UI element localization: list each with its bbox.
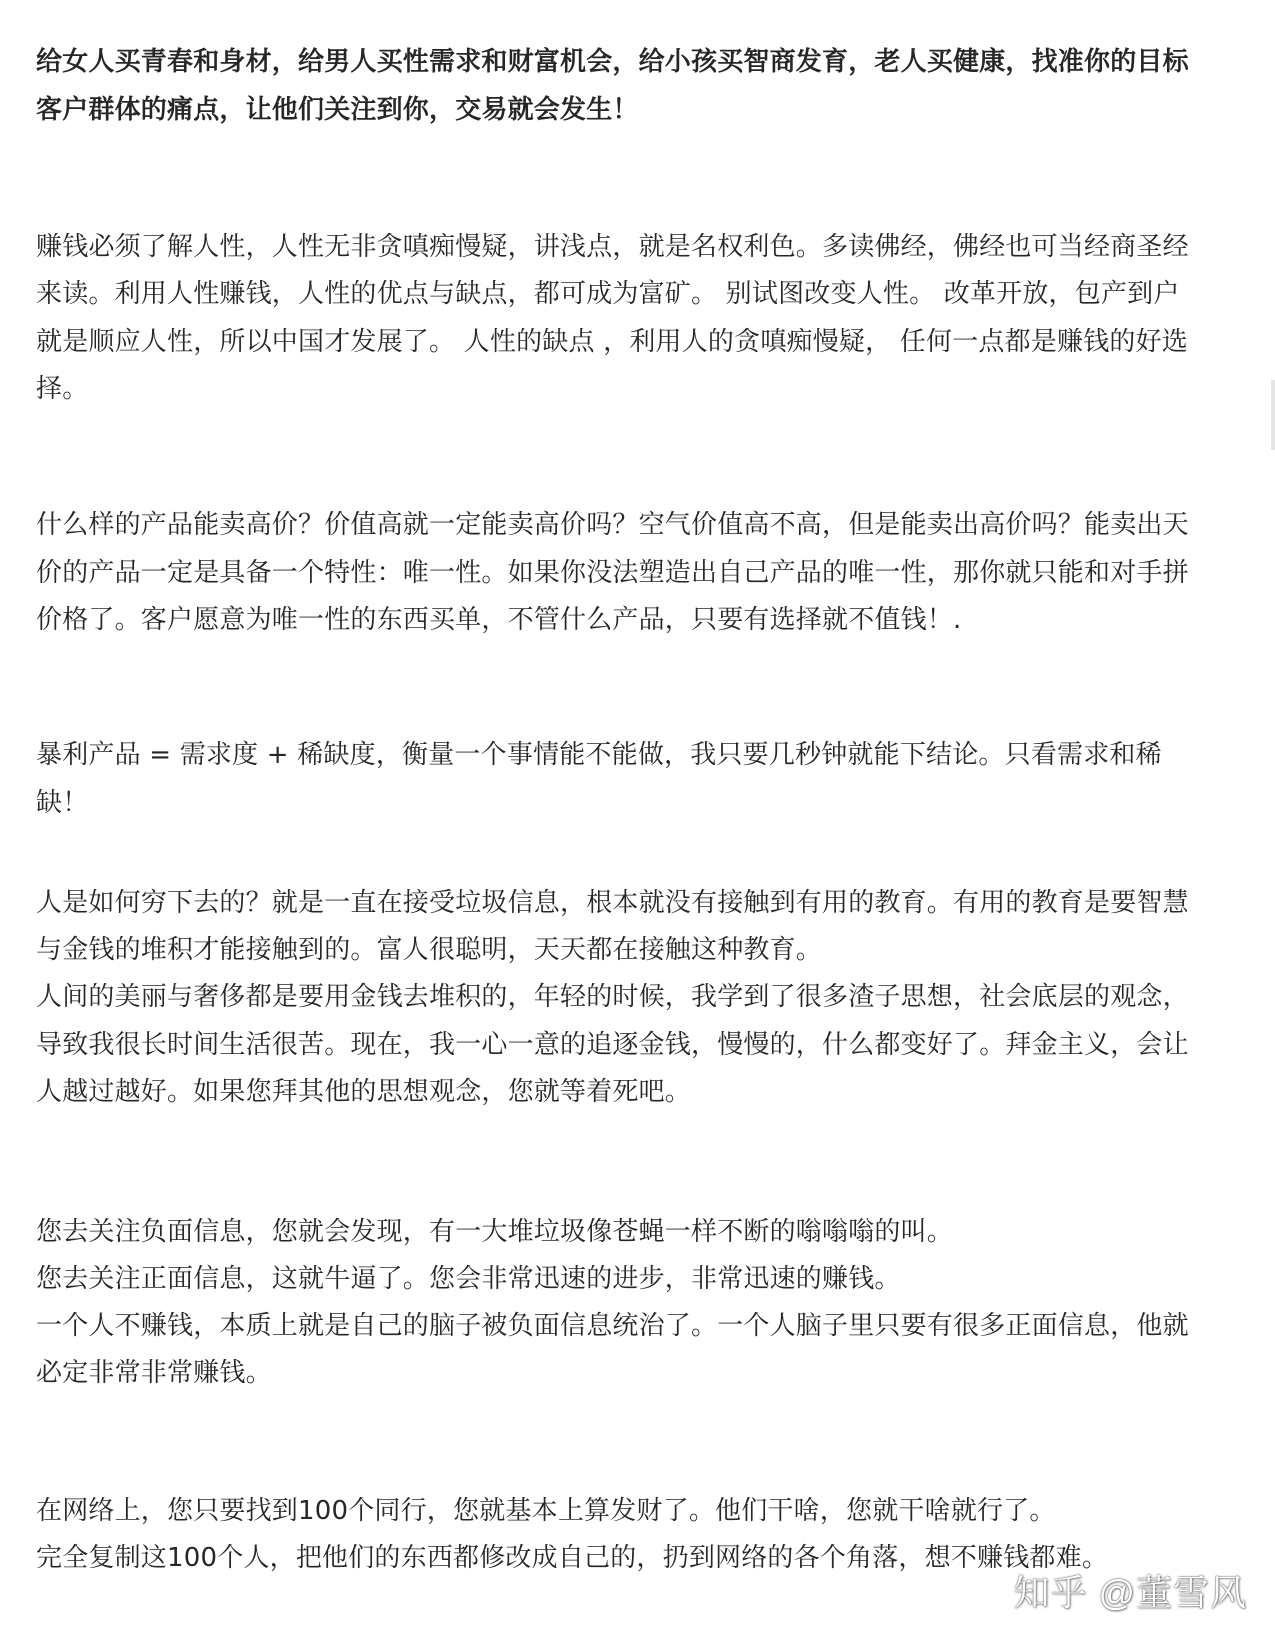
right-edge-scroll-mark bbox=[1271, 380, 1275, 450]
paragraph-2-line-4: 择。 bbox=[36, 374, 89, 404]
paragraph-1-line-1: 给女人买青春和身材，给男人买性需求和财富机会，给小孩买智商发育，老人买健康，找准你的目标 bbox=[36, 47, 1189, 77]
paragraph-6-line-4: 必定非常非常赚钱。 bbox=[36, 1358, 272, 1388]
paragraph-5-line-3: 人间的美丽与奢侈都是要用金钱去堆积的，年轻的时候，我学到了很多渣子思想，社会底层的观念， bbox=[36, 982, 1189, 1012]
paragraph-2-line-2: 来读。利用人性赚钱，人性的优点与缺点，都可成为富矿。 别试图改变人性。 改革开放，包产到户 bbox=[36, 279, 1180, 309]
paragraph-7-line-2: 完全复制这100个人，把他们的东西都修改成自己的，扔到网络的各个角落，想不赚钱都难。 bbox=[36, 1543, 1109, 1573]
paragraph-3-line-3: 价格了。客户愿意为唯一性的东西买单，不管什么产品，只要有选择就不值钱！. bbox=[36, 605, 962, 635]
paragraph-5-line-2: 与金钱的堆积才能接触到的。富人很聪明，天天都在接触这种教育。 bbox=[36, 935, 823, 965]
paragraph-5-line-5: 人越过越好。如果您拜其他的思想观念，您就等着死吧。 bbox=[36, 1077, 692, 1107]
paragraph-5-line-4: 导致我很长时间生活很苦。现在，我一心一意的追逐金钱，慢慢的，什么都变好了。拜金主义，会让 bbox=[36, 1030, 1189, 1060]
paragraph-2-line-3: 就是顺应人性，所以中国才发展了。 人性的缺点 ，利用人的贪嗔痴慢疑， 任何一点都是赚钱的好选 bbox=[36, 327, 1188, 357]
paragraph-6-line-1: 您去关注负面信息，您就会发现，有一大堆垃圾像苍蝇一样不断的嗡嗡嗡的叫。 bbox=[36, 1217, 954, 1247]
paragraph-1-line-2: 客户群体的痛点，让他们关注到你，交易就会发生！ bbox=[36, 95, 639, 125]
paragraph-2-line-1: 赚钱必须了解人性，人性无非贪嗔痴慢疑，讲浅点，就是名权利色。多读佛经，佛经也可当经商圣经 bbox=[36, 232, 1189, 262]
paragraph-6-line-2: 您去关注正面信息，这就牛逼了。您会非常迅速的进步，非常迅速的赚钱。 bbox=[36, 1264, 901, 1294]
paragraph-4-line-2: 缺！ bbox=[36, 788, 89, 818]
paragraph-6-line-3: 一个人不赚钱，本质上就是自己的脑子被负面信息统治了。一个人脑子里只要有很多正面信息，他就 bbox=[36, 1311, 1189, 1341]
paragraph-3-line-2: 价的产品一定是具备一个特性：唯一性。如果你没法塑造出自己产品的唯一性，那你就只能和对手拼 bbox=[36, 558, 1189, 588]
zhihu-watermark: 知乎 @董雪风 bbox=[1013, 1572, 1247, 1613]
paragraph-4-line-1: 暴利产品 = 需求度 + 稀缺度，衡量一个事情能不能做，我只要几秒钟就能下结论。只看需求和稀 bbox=[36, 740, 1162, 770]
paragraph-3-line-1: 什么样的产品能卖高价？价值高就一定能卖高价吗？空气价值高不高，但是能卖出高价吗？能卖出天 bbox=[36, 510, 1189, 540]
paragraph-7-line-1: 在网络上，您只要找到100个同行，您就基本上算发财了。他们干啥，您就干啥就行了。 bbox=[36, 1496, 1056, 1526]
paragraph-5-line-1: 人是如何穷下去的？就是一直在接受垃圾信息，根本就没有接触到有用的教育。有用的教育是要智慧 bbox=[36, 888, 1189, 918]
